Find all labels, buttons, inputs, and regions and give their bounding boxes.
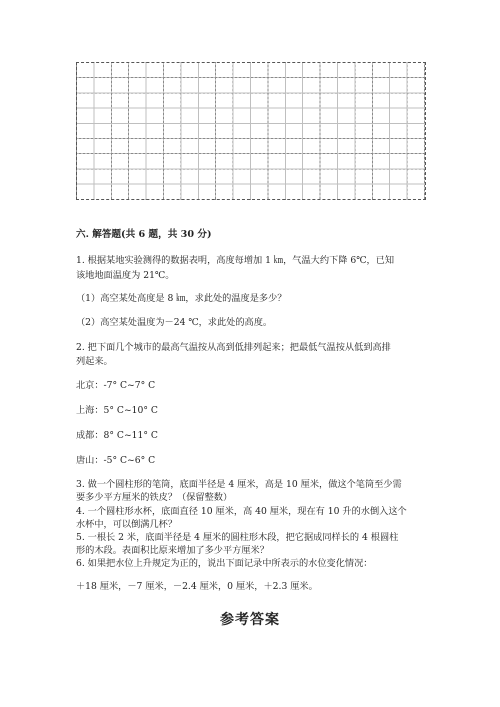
q2-city-beijing: 北京：-7° C~7° C — [76, 380, 156, 391]
answer-title: 参考答案 — [220, 612, 280, 628]
q2-city-chengdu: 成都：8° C~11° C — [76, 430, 158, 441]
q4-line2: 水杯中，可以倒满几杯？ — [76, 519, 178, 530]
q4-line1: 4. 一个圆柱形水杯，底面直径 10 厘米，高 40 厘米，现在有 10 升的水倒入这个 — [76, 506, 407, 517]
q2-city-tangshan: 唐山：-5° C~6° C — [76, 455, 156, 466]
q6-line1: 6. 如果把水位上升规定为正的，说出下面记录中所表示的水位变化情况： — [76, 558, 373, 569]
q1-line1: 1. 根据某地实验测得的数据表明，高度每增加 1 ㎞，气温大约下降 6℃，已知 — [76, 255, 395, 266]
q3-line2: 要多少平方厘米的铁皮？（保留整数） — [76, 492, 233, 503]
q3-line1: 3. 做一个圆柱形的笔筒，底面半径是 4 厘米，高是 10 厘米，做这个笔筒至少需 — [76, 479, 402, 490]
q1-sub1: （1）高空某处高度是 8 ㎞，求此处的温度是多少？ — [76, 293, 287, 304]
section-heading: 六. 解答题(共 6 题，共 30 分) — [76, 229, 212, 240]
q5-line1: 5. 一根长 2 米，底面半径是 4 厘米的圆柱形木段，把它据成同样长的 4 根圆柱 — [76, 532, 399, 543]
q2-line2: 列起来。 — [76, 356, 113, 367]
q2-line1: 2. 把下面几个城市的最高气温按从高到低排列起来；把最低气温按从低到高排 — [76, 342, 391, 353]
writing-grid — [76, 62, 426, 200]
q2-city-shanghai: 上海：5° C~10° C — [76, 405, 158, 416]
q1-line2: 该地地面温度为 21℃。 — [76, 270, 175, 281]
q5-line2: 形的木段。表面积比原来增加了多少平方厘米？ — [76, 545, 269, 556]
q1-sub2: （2）高空某处温度为－24 ℃，求此处的高度。 — [76, 317, 273, 328]
q6-values: ＋18 厘米，－7 厘米，－2.4 厘米，0 厘米，＋2.3 厘米。 — [76, 581, 318, 592]
